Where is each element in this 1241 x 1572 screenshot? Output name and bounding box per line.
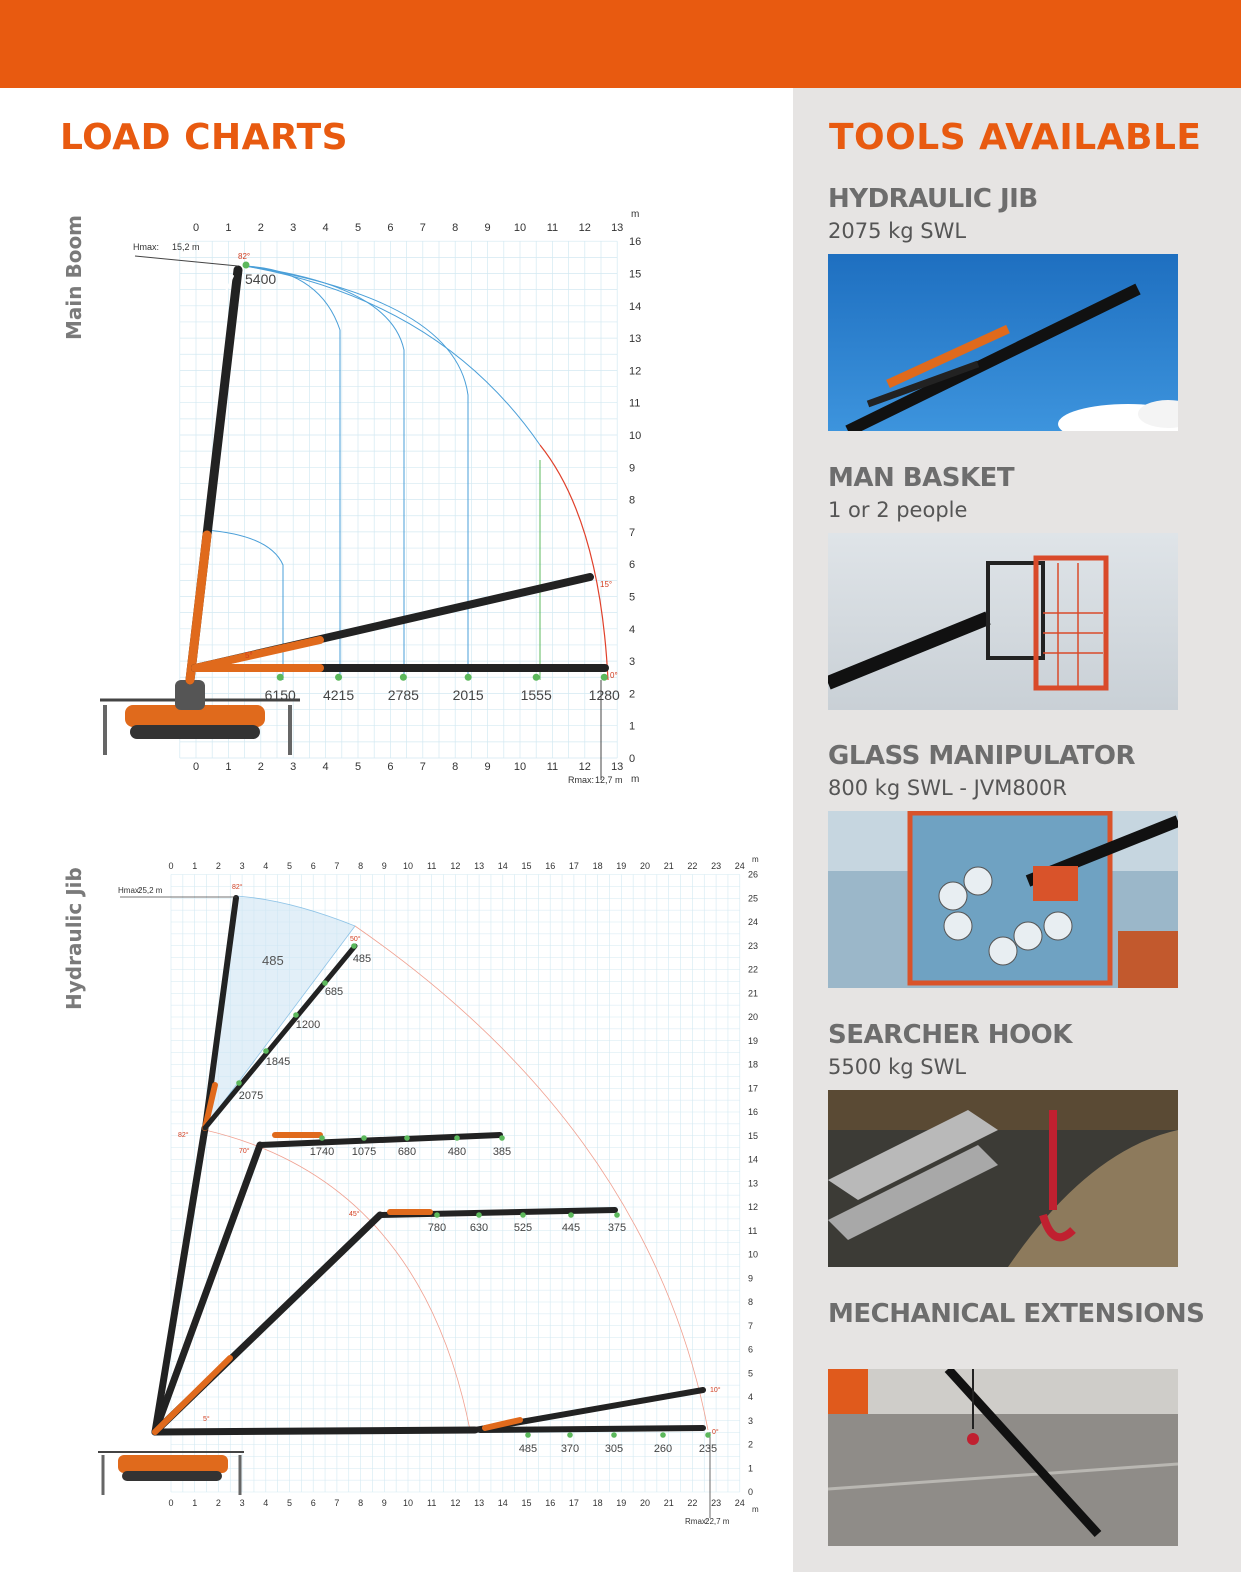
y-tick-label: 10 (748, 1249, 759, 1260)
x-tick-label-top: 2 (257, 222, 264, 234)
x-tick-label-top: 15 (521, 861, 532, 871)
x-tick-label-top: 9 (381, 861, 387, 871)
load-point (404, 1135, 410, 1141)
load-value: 2785 (387, 687, 419, 703)
y-tick-label: 10 (629, 430, 642, 442)
x-tick-label-top: 23 (711, 861, 722, 871)
x-tick-label-bottom: 0 (168, 1498, 174, 1508)
jib-angle: 45° (349, 1211, 360, 1218)
load-point (361, 1135, 367, 1141)
load-point (568, 1212, 574, 1218)
y-tick-label: 6 (629, 559, 636, 572)
y-tick-label: 26 (748, 869, 759, 880)
load-charts-title: LOAD CHARTS (60, 117, 349, 158)
tool-spec-hydraulic-jib: 2075 kg SWL (828, 219, 967, 243)
x-tick-label-top: 17 (568, 861, 579, 871)
load-value: 525 (513, 1222, 533, 1234)
load-value: 1075 (351, 1146, 377, 1158)
x-tick-label-top: 5 (286, 861, 293, 871)
x-tick-label-bottom: 8 (452, 761, 459, 773)
x-tick-label-bottom: 17 (568, 1498, 579, 1508)
y-tick-label: 3 (748, 1415, 754, 1426)
x-tick-label-top: 12 (450, 861, 461, 871)
x-tick-label-bottom: 2 (215, 1498, 221, 1508)
x-tick-label-top: 0 (168, 861, 174, 871)
main-boom-unit-top: m (631, 209, 640, 220)
x-tick-label-top: 11 (546, 222, 559, 234)
main-boom-hmax-prefix: Hmax: (133, 242, 160, 252)
main-boom-hmax: 15,2 m (172, 242, 200, 252)
x-tick-label-bottom: 5 (286, 1498, 293, 1508)
load-value: 1740 (309, 1146, 335, 1158)
x-tick-label-top: 19 (616, 861, 627, 871)
x-tick-label-top: 22 (687, 861, 698, 871)
x-tick-label-top: 4 (263, 861, 269, 871)
x-tick-label-top: 10 (513, 222, 527, 234)
load-point (705, 1432, 711, 1438)
load-point (322, 980, 328, 986)
load-point (660, 1432, 666, 1438)
x-tick-label-top: 3 (239, 861, 245, 871)
y-tick-label: 5 (748, 1368, 754, 1379)
tool-spec-searcher-hook: 5500 kg SWL (828, 1055, 967, 1079)
load-point (614, 1212, 620, 1218)
x-tick-label-bottom: 5 (354, 761, 362, 773)
y-tick-label: 3 (629, 656, 636, 669)
x-tick-label-bottom: 3 (290, 761, 297, 773)
x-tick-label-top: 13 (611, 222, 624, 234)
y-tick-label: 9 (629, 462, 636, 475)
x-tick-label-bottom: 10 (402, 1498, 414, 1508)
x-tick-label-bottom: 14 (497, 1498, 508, 1508)
x-tick-label-top: 1 (225, 222, 232, 234)
y-tick-label: 22 (748, 964, 759, 975)
y-tick-label: 7 (629, 526, 636, 539)
load-point (454, 1135, 460, 1141)
x-tick-label-bottom: 13 (474, 1498, 485, 1508)
x-tick-label-bottom: 3 (239, 1498, 245, 1508)
load-value: 680 (397, 1146, 417, 1158)
x-tick-label-bottom: 1 (225, 761, 232, 773)
x-tick-label-top: 14 (497, 861, 508, 871)
y-tick-label: 9 (748, 1273, 754, 1284)
jib-unit-top: m (752, 855, 759, 864)
x-tick-label-top: 4 (322, 222, 329, 234)
x-tick-label-bottom: 1 (192, 1498, 198, 1508)
x-tick-label-bottom: 2 (257, 761, 264, 773)
jib-hmax-prefix: Hmax: (118, 886, 142, 895)
x-tick-label-top: 16 (545, 861, 556, 871)
load-value: 2075 (238, 1090, 264, 1102)
y-tick-label: 0 (629, 753, 636, 765)
x-tick-label-bottom: 10 (513, 761, 527, 773)
jib-angle: 50° (350, 936, 361, 943)
load-value: 1555 (520, 687, 552, 703)
x-tick-label-bottom: 13 (611, 761, 624, 773)
main-boom-top-load: 5400 (245, 271, 277, 287)
x-tick-label-bottom: 9 (484, 761, 491, 773)
load-value: 305 (604, 1443, 624, 1455)
y-tick-label: 5 (629, 591, 636, 604)
y-tick-label: 23 (748, 940, 759, 951)
y-tick-label: 2 (629, 688, 636, 701)
x-tick-label-bottom: 6 (310, 1498, 316, 1508)
load-point (520, 1212, 526, 1218)
tools-available-title: TOOLS AVAILABLE (829, 117, 1202, 158)
jib-unit-bottom: m (752, 1505, 759, 1514)
load-value: 445 (561, 1222, 581, 1234)
x-tick-label-bottom: 0 (192, 761, 200, 773)
load-value: 1280 (588, 687, 620, 703)
y-tick-label: 2 (748, 1439, 754, 1450)
main-boom-angle-82: 82° (238, 252, 251, 261)
x-tick-label-bottom: 7 (419, 761, 426, 773)
hydraulic-jib-photo (828, 254, 1178, 431)
x-tick-label-bottom: 23 (711, 1498, 722, 1508)
y-tick-label: 4 (748, 1392, 754, 1402)
tool-name-man-basket: MAN BASKET (828, 463, 1015, 493)
tool-spec-glass-manipulator: 800 kg SWL - JVM800R (828, 776, 1067, 800)
x-tick-label-bottom: 21 (663, 1498, 674, 1508)
y-tick-label: 16 (748, 1107, 759, 1117)
x-tick-label-top: 20 (639, 861, 651, 871)
load-value: 370 (560, 1443, 580, 1455)
x-tick-label-bottom: 6 (387, 761, 394, 773)
jib-rmax-prefix: Rmax: (685, 1517, 709, 1526)
y-tick-label: 6 (748, 1344, 754, 1355)
y-tick-label: 18 (748, 1059, 759, 1070)
x-tick-label-bottom: 12 (450, 1498, 461, 1508)
y-tick-label: 21 (748, 988, 759, 999)
hydraulic-jib-label: Hydraulic Jib (62, 867, 86, 1010)
searcher-hook-photo (828, 1090, 1178, 1267)
x-tick-label-top: 3 (290, 222, 297, 234)
main-boom-rmax: 12,7 m (595, 775, 623, 785)
main-boom-angle-15: 15° (600, 580, 613, 589)
tool-name-mechanical-extensions: MECHANICAL EXTENSIONS (828, 1299, 1205, 1329)
x-tick-label-top: 8 (452, 222, 459, 234)
y-tick-label: 1 (629, 720, 636, 733)
y-tick-label: 11 (748, 1225, 758, 1236)
load-point (351, 943, 357, 949)
x-tick-label-bottom: 11 (546, 761, 559, 773)
y-tick-label: 1 (748, 1463, 754, 1474)
x-tick-label-top: 13 (474, 861, 485, 871)
x-tick-label-top: 9 (484, 222, 491, 234)
x-tick-label-bottom: 22 (687, 1498, 698, 1508)
x-tick-label-bottom: 9 (381, 1498, 387, 1508)
glass-manipulator-photo (828, 811, 1178, 988)
x-tick-label-top: 24 (734, 861, 745, 871)
x-tick-label-top: 0 (192, 222, 200, 234)
load-value: 485 (518, 1443, 538, 1455)
x-tick-label-top: 7 (334, 861, 340, 871)
load-point (319, 1135, 325, 1141)
y-tick-label: 13 (629, 333, 642, 346)
jib-angle: 70° (239, 1148, 250, 1155)
x-tick-label-top: 18 (592, 861, 603, 871)
y-tick-label: 15 (748, 1130, 759, 1141)
y-tick-label: 0 (748, 1487, 754, 1497)
main-boom-unit-bottom: m (631, 774, 640, 785)
x-tick-label-top: 10 (402, 861, 414, 871)
load-value: 260 (653, 1443, 673, 1455)
x-tick-label-bottom: 18 (592, 1498, 603, 1508)
y-tick-label: 20 (748, 1012, 759, 1022)
x-tick-label-top: 1 (192, 861, 198, 871)
load-point (476, 1212, 482, 1218)
x-tick-label-top: 6 (310, 861, 316, 871)
load-value: 375 (607, 1222, 627, 1234)
x-tick-label-bottom: 7 (334, 1498, 340, 1508)
load-point (236, 1080, 242, 1086)
load-point (434, 1212, 440, 1218)
load-point (293, 1012, 299, 1018)
y-tick-label: 7 (748, 1320, 754, 1331)
tool-name-searcher-hook: SEARCHER HOOK (828, 1020, 1072, 1050)
load-value: 685 (324, 986, 344, 998)
load-value: 6150 (264, 687, 296, 703)
x-tick-label-bottom: 16 (545, 1498, 556, 1508)
jib-hmax: 25,2 m (138, 886, 163, 895)
x-tick-label-top: 5 (354, 222, 362, 234)
tool-name-glass-manipulator: GLASS MANIPULATOR (828, 741, 1135, 771)
main-boom-rmax-prefix: Rmax: (568, 775, 595, 785)
load-point (499, 1135, 505, 1141)
y-tick-label: 14 (748, 1154, 759, 1165)
y-tick-label: 12 (629, 365, 642, 378)
load-value: 780 (427, 1222, 447, 1234)
load-point (525, 1432, 531, 1438)
main-boom-angle-5: 5° (245, 651, 253, 660)
y-tick-label: 8 (748, 1297, 754, 1307)
load-value: 4215 (322, 687, 355, 703)
x-tick-label-top: 12 (578, 222, 591, 234)
load-value: 630 (469, 1222, 489, 1234)
x-tick-label-bottom: 12 (578, 761, 591, 773)
load-value: 2015 (452, 687, 484, 703)
y-tick-label: 15 (629, 268, 642, 281)
x-tick-label-bottom: 20 (639, 1498, 651, 1508)
y-tick-label: 8 (629, 494, 636, 507)
x-tick-label-top: 11 (427, 861, 437, 871)
y-tick-label: 11 (629, 397, 641, 410)
y-tick-label: 14 (629, 300, 642, 313)
x-tick-label-bottom: 24 (734, 1498, 745, 1508)
load-point (611, 1432, 617, 1438)
jib-angle: 82° (232, 884, 243, 891)
load-value: 1200 (295, 1019, 321, 1031)
jib-rmax: 22,7 m (705, 1517, 730, 1526)
main-boom-angle-0: 0° (610, 671, 618, 680)
y-tick-label: 16 (629, 236, 642, 249)
load-point (567, 1432, 573, 1438)
man-basket-photo (828, 533, 1178, 710)
y-tick-label: 19 (748, 1035, 759, 1046)
jib-angle: 10° (710, 1387, 721, 1394)
x-tick-label-top: 2 (215, 861, 221, 871)
x-tick-label-bottom: 19 (616, 1498, 627, 1508)
x-tick-label-bottom: 4 (322, 761, 329, 773)
main-boom-label: Main Boom (62, 214, 86, 340)
load-point (263, 1048, 269, 1054)
mechanical-extensions-photo (828, 1369, 1178, 1546)
x-tick-label-top: 7 (419, 222, 426, 234)
load-value: 1845 (265, 1056, 291, 1068)
x-tick-label-top: 8 (358, 861, 364, 871)
y-tick-label: 24 (748, 917, 759, 927)
y-tick-label: 25 (748, 893, 759, 904)
x-tick-label-bottom: 15 (521, 1498, 532, 1508)
load-value: 235 (698, 1443, 718, 1455)
jib-angle: 0° (712, 1429, 719, 1436)
tool-spec-man-basket: 1 or 2 people (828, 498, 968, 522)
x-tick-label-top: 21 (663, 861, 674, 871)
load-value: 485 (352, 953, 372, 965)
y-tick-label: 13 (748, 1178, 759, 1189)
x-tick-label-bottom: 8 (358, 1498, 364, 1508)
x-tick-label-top: 6 (387, 222, 394, 234)
x-tick-label-bottom: 11 (427, 1498, 437, 1508)
load-value: 480 (447, 1146, 467, 1158)
jib-angle: 5° (203, 1416, 210, 1423)
load-value: 385 (492, 1146, 512, 1158)
jib-sector-load: 485 (262, 953, 284, 968)
jib-angle: 82° (178, 1132, 189, 1139)
y-tick-label: 4 (629, 623, 636, 636)
y-tick-label: 17 (748, 1083, 759, 1094)
x-tick-label-bottom: 4 (263, 1498, 269, 1508)
tool-name-hydraulic-jib: HYDRAULIC JIB (828, 184, 1038, 214)
y-tick-label: 12 (748, 1202, 759, 1212)
